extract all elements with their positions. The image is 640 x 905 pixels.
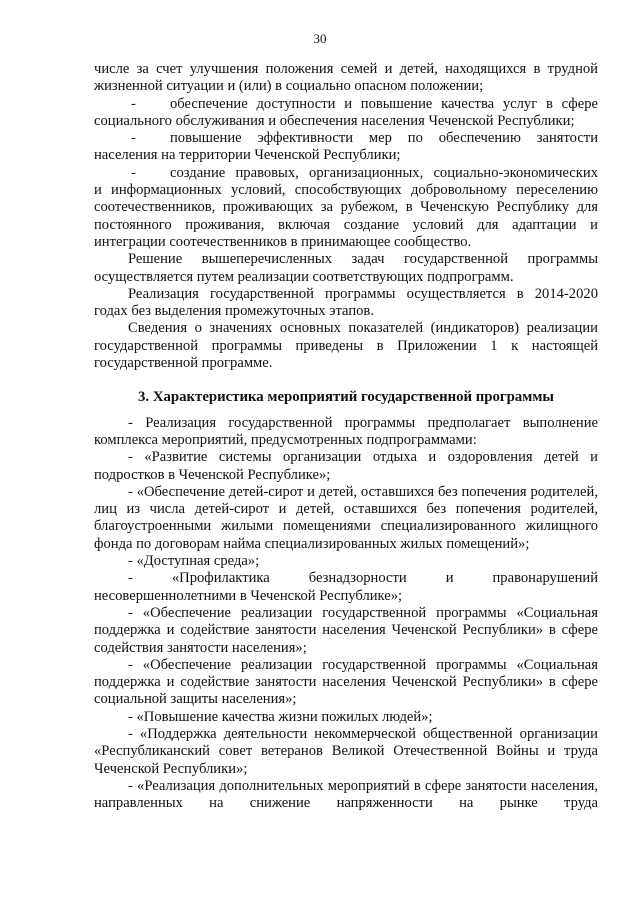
bullet-continuation: населения на территории Чеченской Республики; xyxy=(94,147,401,164)
document-body xyxy=(94,61,598,812)
subprogram-item-8: - «Поддержка деятельности некоммерческой общественной организации «Республиканский совет ветеранов Великой Отечественной Войны и труда Чеченской Республики»; xyxy=(94,725,598,777)
paragraph-line: числе за счет улучшения положения семей и детей, находящихся в трудной xyxy=(94,61,598,77)
subprogram-item-3: - «Доступная среда»; xyxy=(128,553,260,570)
paragraph-indicators: Сведения о значениях основных показателей (индикаторов) реализации государственной программы приведены в Приложении 1 к настоящей государственной программе. xyxy=(94,320,598,372)
task-bullet-3 xyxy=(94,165,598,251)
bullet-dash: - xyxy=(131,95,136,112)
subprogram-item-4: - «Профилактика безнадзорности и правонарушений несовершеннолетними в Чеченской Республике»; xyxy=(94,570,598,604)
paragraph-timeline: Реализация государственной программы осуществляется в 2014-2020 годах без выделения промежуточных этапов. xyxy=(94,285,598,320)
bullet-dash: - xyxy=(131,164,136,181)
continuation-paragraph xyxy=(94,61,598,96)
subprogram-item-9: - «Реализация дополнительных мероприятий в сфере занятости населения, направленных на снижение напряженности на рынке труда xyxy=(94,777,598,812)
paragraph-intro: - Реализация государственной программы предполагает выполнение комплекса мероприятий, предусмотренных подпрограммами: xyxy=(94,414,598,448)
task-bullet-2 xyxy=(94,130,598,165)
subprogram-item-5: - «Обеспечение реализации государственной программы «Социальная поддержка и содействие занятости населения Чеченской Республики» в сфере содействия занятости населения»; xyxy=(94,604,598,656)
subprogram-item-1: - «Развитие системы организации отдыха и оздоровления детей и подростков в Чеченской Республике»; xyxy=(94,449,598,483)
task-bullet-1 xyxy=(94,96,598,131)
subprogram-item-2: - «Обеспечение детей-сирот и детей, оставшихся без попечения родителей, лиц из числа детей-сирот и детей, оставшихся без попечения родителей, благоустроенными жилыми помещениями специализированного жилищного фонда по договорам найма специализированных жилых помещений»; xyxy=(94,483,598,552)
section-heading: 3. Характеристика мероприятий государственной программы xyxy=(138,389,554,406)
subprogram-item-7: - «Повышение качества жизни пожилых людей»; xyxy=(128,708,433,725)
bullet-continuation: и информационных условий, способствующих добровольному переселению соотечественников, проживающих за рубежом, в Чеченскую Республику для постоянного проживания, включая создание условий для адаптации и интеграции соотечественников в принимающее сообщество. xyxy=(94,182,598,250)
subprogram-item-6: - «Обеспечение реализации государственной программы «Социальная поддержка и содействие занятости населения Чеченской Республики» в сфере социальной защиты населения»; xyxy=(94,656,598,708)
bullet-first-line: обеспечение доступности и повышение качества услуг в сфере xyxy=(170,95,598,112)
paragraph-line: жизненной ситуации и (или) в социально опасном положении; xyxy=(94,78,484,95)
bullet-first-line: создание правовых, организационных, социально-экономических xyxy=(170,164,598,181)
bullet-continuation: социального обслуживания и обеспечения населения Чеченской Республики; xyxy=(94,112,575,129)
bullet-first-line: повышение эффективности мер по обеспечению занятости xyxy=(170,130,598,147)
paragraph-subprograms: Решение вышеперечисленных задач государственной программы осуществляется путем реализации соответствующих подпрограмм. xyxy=(94,251,598,285)
bullet-dash: - xyxy=(131,130,136,147)
page-number: 30 xyxy=(313,31,327,46)
